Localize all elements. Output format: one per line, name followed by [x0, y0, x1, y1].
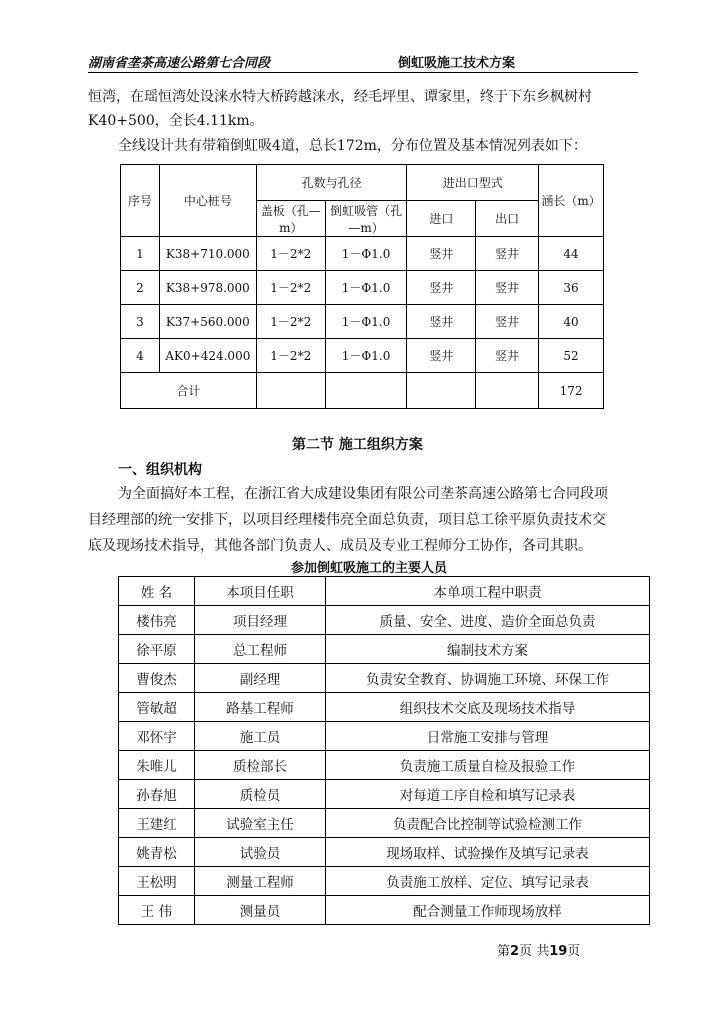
org-line-3: 底及现场技术指导，其他各部门负责人、成员及专业工程师分工协作，各司其职。	[88, 538, 592, 554]
col-name: 姓 名	[119, 577, 195, 606]
table-row	[119, 664, 650, 693]
subsection-title: 一、组织机构	[118, 462, 202, 478]
person-role: 施工员	[195, 722, 326, 751]
person-role: 测量工程师	[195, 867, 326, 896]
cell-inlet: 竖井	[407, 305, 476, 339]
person-name: 邓怀宇	[119, 722, 195, 751]
header-project: 湖南省垄茶高速公路第七合同段	[88, 56, 271, 71]
person-role: 副经理	[195, 664, 326, 693]
cell-station: K38+710.000	[159, 237, 256, 271]
cell-outlet: 竖井	[476, 271, 539, 305]
table-row	[119, 896, 650, 925]
cell-length: 40	[539, 305, 604, 339]
person-duty: 质量、安全、进度、造价全面总负责	[326, 606, 650, 635]
inverted-siphon-table	[120, 164, 604, 409]
cell-inlet: 竖井	[407, 339, 476, 373]
person-role: 项目经理	[195, 606, 326, 635]
person-role: 质检部长	[195, 751, 326, 780]
cell-pipe: 1－Φ1.0	[325, 237, 407, 271]
table-row	[119, 838, 650, 867]
table-row	[119, 722, 650, 751]
header-station: 中心桩号	[159, 165, 256, 237]
person-name: 楼伟亮	[119, 606, 195, 635]
person-role: 试验室主任	[195, 809, 326, 838]
footer-total-pages: 19	[549, 944, 568, 959]
cell-length: 44	[539, 237, 604, 271]
table-total-row	[121, 373, 604, 409]
person-duty: 负责施工质量自检及报验工作	[326, 751, 650, 780]
person-duty: 对每道工序自检和填写记录表	[326, 780, 650, 809]
table-row	[121, 305, 604, 339]
cell-pipe: 1－Φ1.0	[325, 271, 407, 305]
footer-post: 页	[567, 944, 581, 959]
personnel-caption: 参加倒虹吸施工的主要人员	[291, 561, 448, 576]
footer-page-number: 2	[510, 944, 520, 959]
table-row	[119, 867, 650, 896]
person-name: 孙春旭	[119, 780, 195, 809]
person-name: 徐平原	[119, 635, 195, 664]
cell-seq: 4	[121, 339, 160, 373]
intro-line-3: 全线设计共有带箱倒虹吸4道，总长172m，分布位置及基本情况列表如下：	[118, 138, 587, 154]
person-name: 王松明	[119, 867, 195, 896]
cell-seq: 3	[121, 305, 160, 339]
total-label: 合计	[121, 373, 257, 409]
cell-seq: 1	[121, 237, 160, 271]
person-name: 王建红	[119, 809, 195, 838]
personnel-header-row	[119, 577, 650, 606]
person-role: 质检员	[195, 780, 326, 809]
person-duty: 负责施工放样、定位、填写记录表	[326, 867, 650, 896]
intro-line-2: K40+500，全长4.11km。	[88, 113, 264, 129]
table-row	[121, 237, 604, 271]
person-duty: 负责安全教育、协调施工环境、环保工作	[326, 664, 650, 693]
col-role: 本项目任职	[195, 577, 326, 606]
footer-pre: 第	[497, 944, 511, 959]
cell-outlet: 竖井	[476, 339, 539, 373]
page-header	[88, 50, 638, 73]
cell-cover: 1－2*2	[256, 237, 325, 271]
cell-cover: 1－2*2	[256, 339, 325, 373]
cell-pipe: 1－Φ1.0	[325, 339, 407, 373]
header-inlet: 进口	[407, 201, 476, 237]
table-row	[119, 635, 650, 664]
table-row	[119, 693, 650, 722]
person-duty: 现场取样、试验操作及填写记录表	[326, 838, 650, 867]
intro-line-1: 恒湾，在瑶恒湾处设涞水特大桥跨越涞水，经毛坪里、谭家里，终于下东乡枫树村	[88, 89, 592, 105]
header-length: 涵长（m）	[539, 165, 604, 237]
table-row	[121, 339, 604, 373]
cell-outlet: 竖井	[476, 237, 539, 271]
cell-length: 36	[539, 271, 604, 305]
person-role: 试验员	[195, 838, 326, 867]
person-role: 总工程师	[195, 635, 326, 664]
page-footer	[497, 940, 580, 959]
person-role: 测量员	[195, 896, 326, 925]
header-hole-group: 孔数与孔径	[256, 165, 407, 201]
header-cover: 盖板（孔—m）	[256, 201, 325, 237]
table-header-row	[121, 165, 604, 201]
footer-mid: 页 共	[519, 944, 550, 959]
cell-cover: 1－2*2	[256, 305, 325, 339]
table-row	[119, 751, 650, 780]
personnel-table	[118, 576, 650, 925]
col-duty: 本单项工程中职责	[326, 577, 650, 606]
cell-inlet: 竖井	[407, 237, 476, 271]
header-pipe: 倒虹吸管（孔—m）	[325, 201, 407, 237]
cell-outlet: 竖井	[476, 305, 539, 339]
person-name: 姚青松	[119, 838, 195, 867]
section-title: 第二节 施工组织方案	[292, 437, 423, 453]
person-duty: 配合测量工作师现场放样	[326, 896, 650, 925]
cell-station: K37+560.000	[159, 305, 256, 339]
person-duty: 负责配合比控制等试验检测工作	[326, 809, 650, 838]
person-duty: 组织技术交底及现场技术指导	[326, 693, 650, 722]
total-value: 172	[539, 373, 604, 409]
cell-length: 52	[539, 339, 604, 373]
cell-pipe: 1－Φ1.0	[325, 305, 407, 339]
table-row	[121, 271, 604, 305]
header-io-group: 进出口型式	[407, 165, 539, 201]
person-name: 管敏超	[119, 693, 195, 722]
header-seq: 序号	[121, 165, 160, 237]
person-name: 曹俊杰	[119, 664, 195, 693]
person-duty: 日常施工安排与管理	[326, 722, 650, 751]
table-row	[119, 606, 650, 635]
cell-cover: 1－2*2	[256, 271, 325, 305]
person-name: 朱唯儿	[119, 751, 195, 780]
cell-station: K38+978.000	[159, 271, 256, 305]
table-row	[119, 809, 650, 838]
cell-seq: 2	[121, 271, 160, 305]
cell-inlet: 竖井	[407, 271, 476, 305]
person-duty: 编制技术方案	[326, 635, 650, 664]
cell-station: AK0+424.000	[159, 339, 256, 373]
header-doc-title: 倒虹吸施工技术方案	[398, 56, 516, 71]
org-line-2: 目经理部的统一安排下，以项目经理楼伟亮全面总负责，项目总工徐平原负责技术交	[88, 512, 606, 528]
header-outlet: 出口	[476, 201, 539, 237]
org-line-1: 为全面搞好本工程，在浙江省大成建设集团有限公司垄茶高速公路第七合同段项	[118, 486, 608, 502]
person-role: 路基工程师	[195, 693, 326, 722]
person-name: 王 伟	[119, 896, 195, 925]
table-row	[119, 780, 650, 809]
